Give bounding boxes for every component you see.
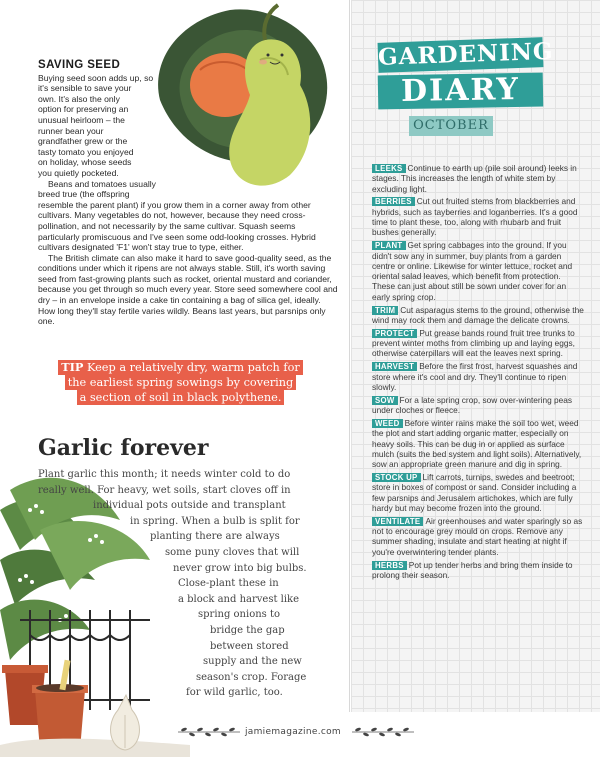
text-line: for wild garlic, too. bbox=[186, 687, 283, 699]
text-line: tasty tomato you enjoyed bbox=[38, 146, 134, 157]
entry-tag: WEED bbox=[372, 419, 403, 428]
diary-entry bbox=[372, 516, 584, 557]
entry-tag: HARVEST bbox=[372, 362, 417, 371]
diary-title-line-2: DIARY bbox=[378, 73, 544, 110]
tip-label: TIP bbox=[61, 360, 84, 374]
entry-text: Get spring cabbages into the ground. If you didn't sow any in summer, buy plants from a garden centre or online. Likewise for winter lettuce, rocket and oriental salad leaves, which benefit from protection. These can just about still be sown under cover for an early spring crop. bbox=[372, 240, 573, 302]
diary-entry bbox=[372, 472, 584, 513]
entry-tag: VENTILATE bbox=[372, 517, 423, 526]
entry-text: Continue to earth up (pile soil around) leeks in stages. This increases the length of white stem by excluding light. bbox=[372, 163, 577, 194]
garlic-body bbox=[38, 467, 338, 701]
footer-leaf-ornament-icon bbox=[352, 726, 414, 738]
text-line: Buying seed soon adds up, so bbox=[38, 72, 154, 83]
text-line: in spring. When a bulb is split for bbox=[130, 515, 300, 527]
text-line: Plant garlic this month; it needs winter cold to do bbox=[38, 469, 291, 480]
diary-entry bbox=[372, 196, 584, 237]
garlic-heading: Garlic forever bbox=[38, 435, 209, 461]
diary-entry bbox=[372, 395, 584, 416]
tip-box bbox=[38, 360, 323, 405]
diary-entries bbox=[372, 163, 584, 583]
entry-text: Air greenhouses and water sparingly so as not to encourage grey mould on crops. Remove any summer shading, insulate and start heating at night if you're overwintering tender plants. bbox=[372, 515, 583, 557]
tip-line-1: Keep a relatively dry, warm patch for bbox=[86, 361, 300, 374]
diary-entry bbox=[372, 163, 584, 194]
text-line: a block and harvest like bbox=[178, 593, 300, 605]
saving-seed-article bbox=[38, 60, 338, 327]
entry-text: Cut asparagus stems to the ground, otherwise the wind may rock them and damage the delicate crowns. bbox=[372, 304, 584, 325]
text-line: runner bean your bbox=[38, 125, 104, 136]
entry-tag: LEEKS bbox=[372, 164, 406, 173]
diary-entry bbox=[372, 240, 584, 302]
saving-seed-intro bbox=[38, 73, 158, 200]
text-line: individual pots outside and transplant bbox=[93, 500, 286, 512]
saving-seed-paragraph-1: resemble the parent plant) if you grow them in a corner away from other cultivars. Many vegetables do not, however, because they need cross-pollination, and not necessarily by the same cultivar. Squash seems particularly promiscuous and I've seen some odd-looking crosses. Hybrid cultivars designated 'F1' won't stay true to type, either. bbox=[38, 199, 316, 253]
text-line: season's crop. Forage bbox=[196, 671, 307, 683]
diary-entry bbox=[372, 560, 584, 581]
saving-seed-paragraph-2: The British climate can also make it hard to save good-quality seed, as the conditions under which it ripens are not always stable. Still, it's worth saving seed from fast-growing plants such as rocket, oriental mustard and coriander, because you get through so much every year. Store seed somewhere cool and dry – in an envelope inside a cake tin containing a bag of silica gel, ideally. How long they'll stay fertile varies wildly. Beans last years, but parsnips only one. bbox=[38, 252, 338, 327]
entry-tag: TRIM bbox=[372, 306, 398, 315]
entry-tag: SOW bbox=[372, 396, 398, 405]
entry-text: Before the first frost, harvest squashes and store where it's cool and dry. They'll continue to ripen slowly. bbox=[372, 361, 578, 392]
entry-text: Cut out fruited stems from blackberries and hybrids, such as tayberries and loganberries. It's a good time to plant these, too, along with rhubarb and fruit bushes generally. bbox=[372, 196, 578, 238]
text-line: some puny cloves that will bbox=[165, 546, 300, 558]
text-line: spring onions to bbox=[198, 609, 281, 621]
saving-seed-heading: SAVING SEED bbox=[38, 59, 121, 71]
text-line: unusual heirloom – the bbox=[38, 114, 125, 125]
column-divider bbox=[349, 0, 350, 712]
entry-tag: BERRIES bbox=[372, 197, 415, 206]
diary-entry bbox=[372, 305, 584, 326]
entry-text: Pot up tender herbs and bring them inside to prolong their season. bbox=[372, 559, 573, 580]
entry-tag: PLANT bbox=[372, 241, 406, 250]
text-line: supply and the new bbox=[203, 656, 302, 668]
text-line: it's sensible to save your bbox=[38, 83, 132, 94]
entry-tag: PROTECT bbox=[372, 329, 417, 338]
text-line: you quietly pocketed. bbox=[38, 167, 119, 178]
text-line: really well. For heavy, wet soils, start cloves off in bbox=[38, 484, 291, 496]
footer-leaf-ornament-icon bbox=[178, 726, 240, 738]
text-line: breed true (the offspring bbox=[38, 189, 130, 200]
tip-line-2: the earliest spring sowings by covering bbox=[65, 375, 297, 390]
text-line: option for preserving an bbox=[38, 104, 129, 115]
text-line: grandfather grew or the bbox=[38, 136, 128, 147]
footer-site-url: jamiemagazine.com bbox=[245, 727, 341, 737]
text-line: planting there are always bbox=[150, 531, 280, 543]
month-tag: OCTOBER bbox=[409, 116, 493, 136]
text-line: bridge the gap bbox=[210, 624, 285, 636]
entry-text: Before winter rains make the soil too wet, weed the plot and start adding organic matter, especially on heavy soils. This can be dug in or applied as surface mulch (suits the bed system and light soils). Alternatively, sow an appropriate green manure and dig in spring. bbox=[372, 417, 582, 470]
entry-tag: HERBS bbox=[372, 561, 407, 570]
diary-entry bbox=[372, 418, 584, 469]
text-line: own. It's also the only bbox=[38, 93, 120, 104]
entry-tag: STOCK UP bbox=[372, 473, 421, 482]
footer bbox=[0, 726, 600, 746]
text-line: Close-plant these in bbox=[178, 578, 279, 590]
text-line: on holiday, whose seeds bbox=[38, 157, 132, 168]
entry-text: Lift carrots, turnips, swedes and beetroot; store in boxes of compost or sand. Consider including a few parsnips and Jerusalem artichokes, which are fully hardy but may become frozen into the ground. bbox=[372, 472, 577, 513]
tip-line-3: a section of soil in black polythene. bbox=[77, 390, 285, 405]
text-line: Beans and tomatoes usually bbox=[48, 178, 156, 189]
entry-text: For a late spring crop, sow over-wintering peas under cloches or fleece. bbox=[372, 394, 572, 416]
diary-title-line-1: GARDENING bbox=[377, 37, 554, 71]
diary-entry bbox=[372, 361, 584, 392]
text-line: never grow into big bulbs. bbox=[173, 562, 307, 574]
entry-text: Put grease bands round fruit tree trunks to prevent winter moths from climbing up and laying eggs, otherwise caterpillars will eat the leaves next spring. bbox=[372, 327, 575, 359]
diary-title bbox=[377, 37, 554, 110]
text-line: between stored bbox=[210, 640, 289, 652]
diary-entry bbox=[372, 328, 584, 359]
